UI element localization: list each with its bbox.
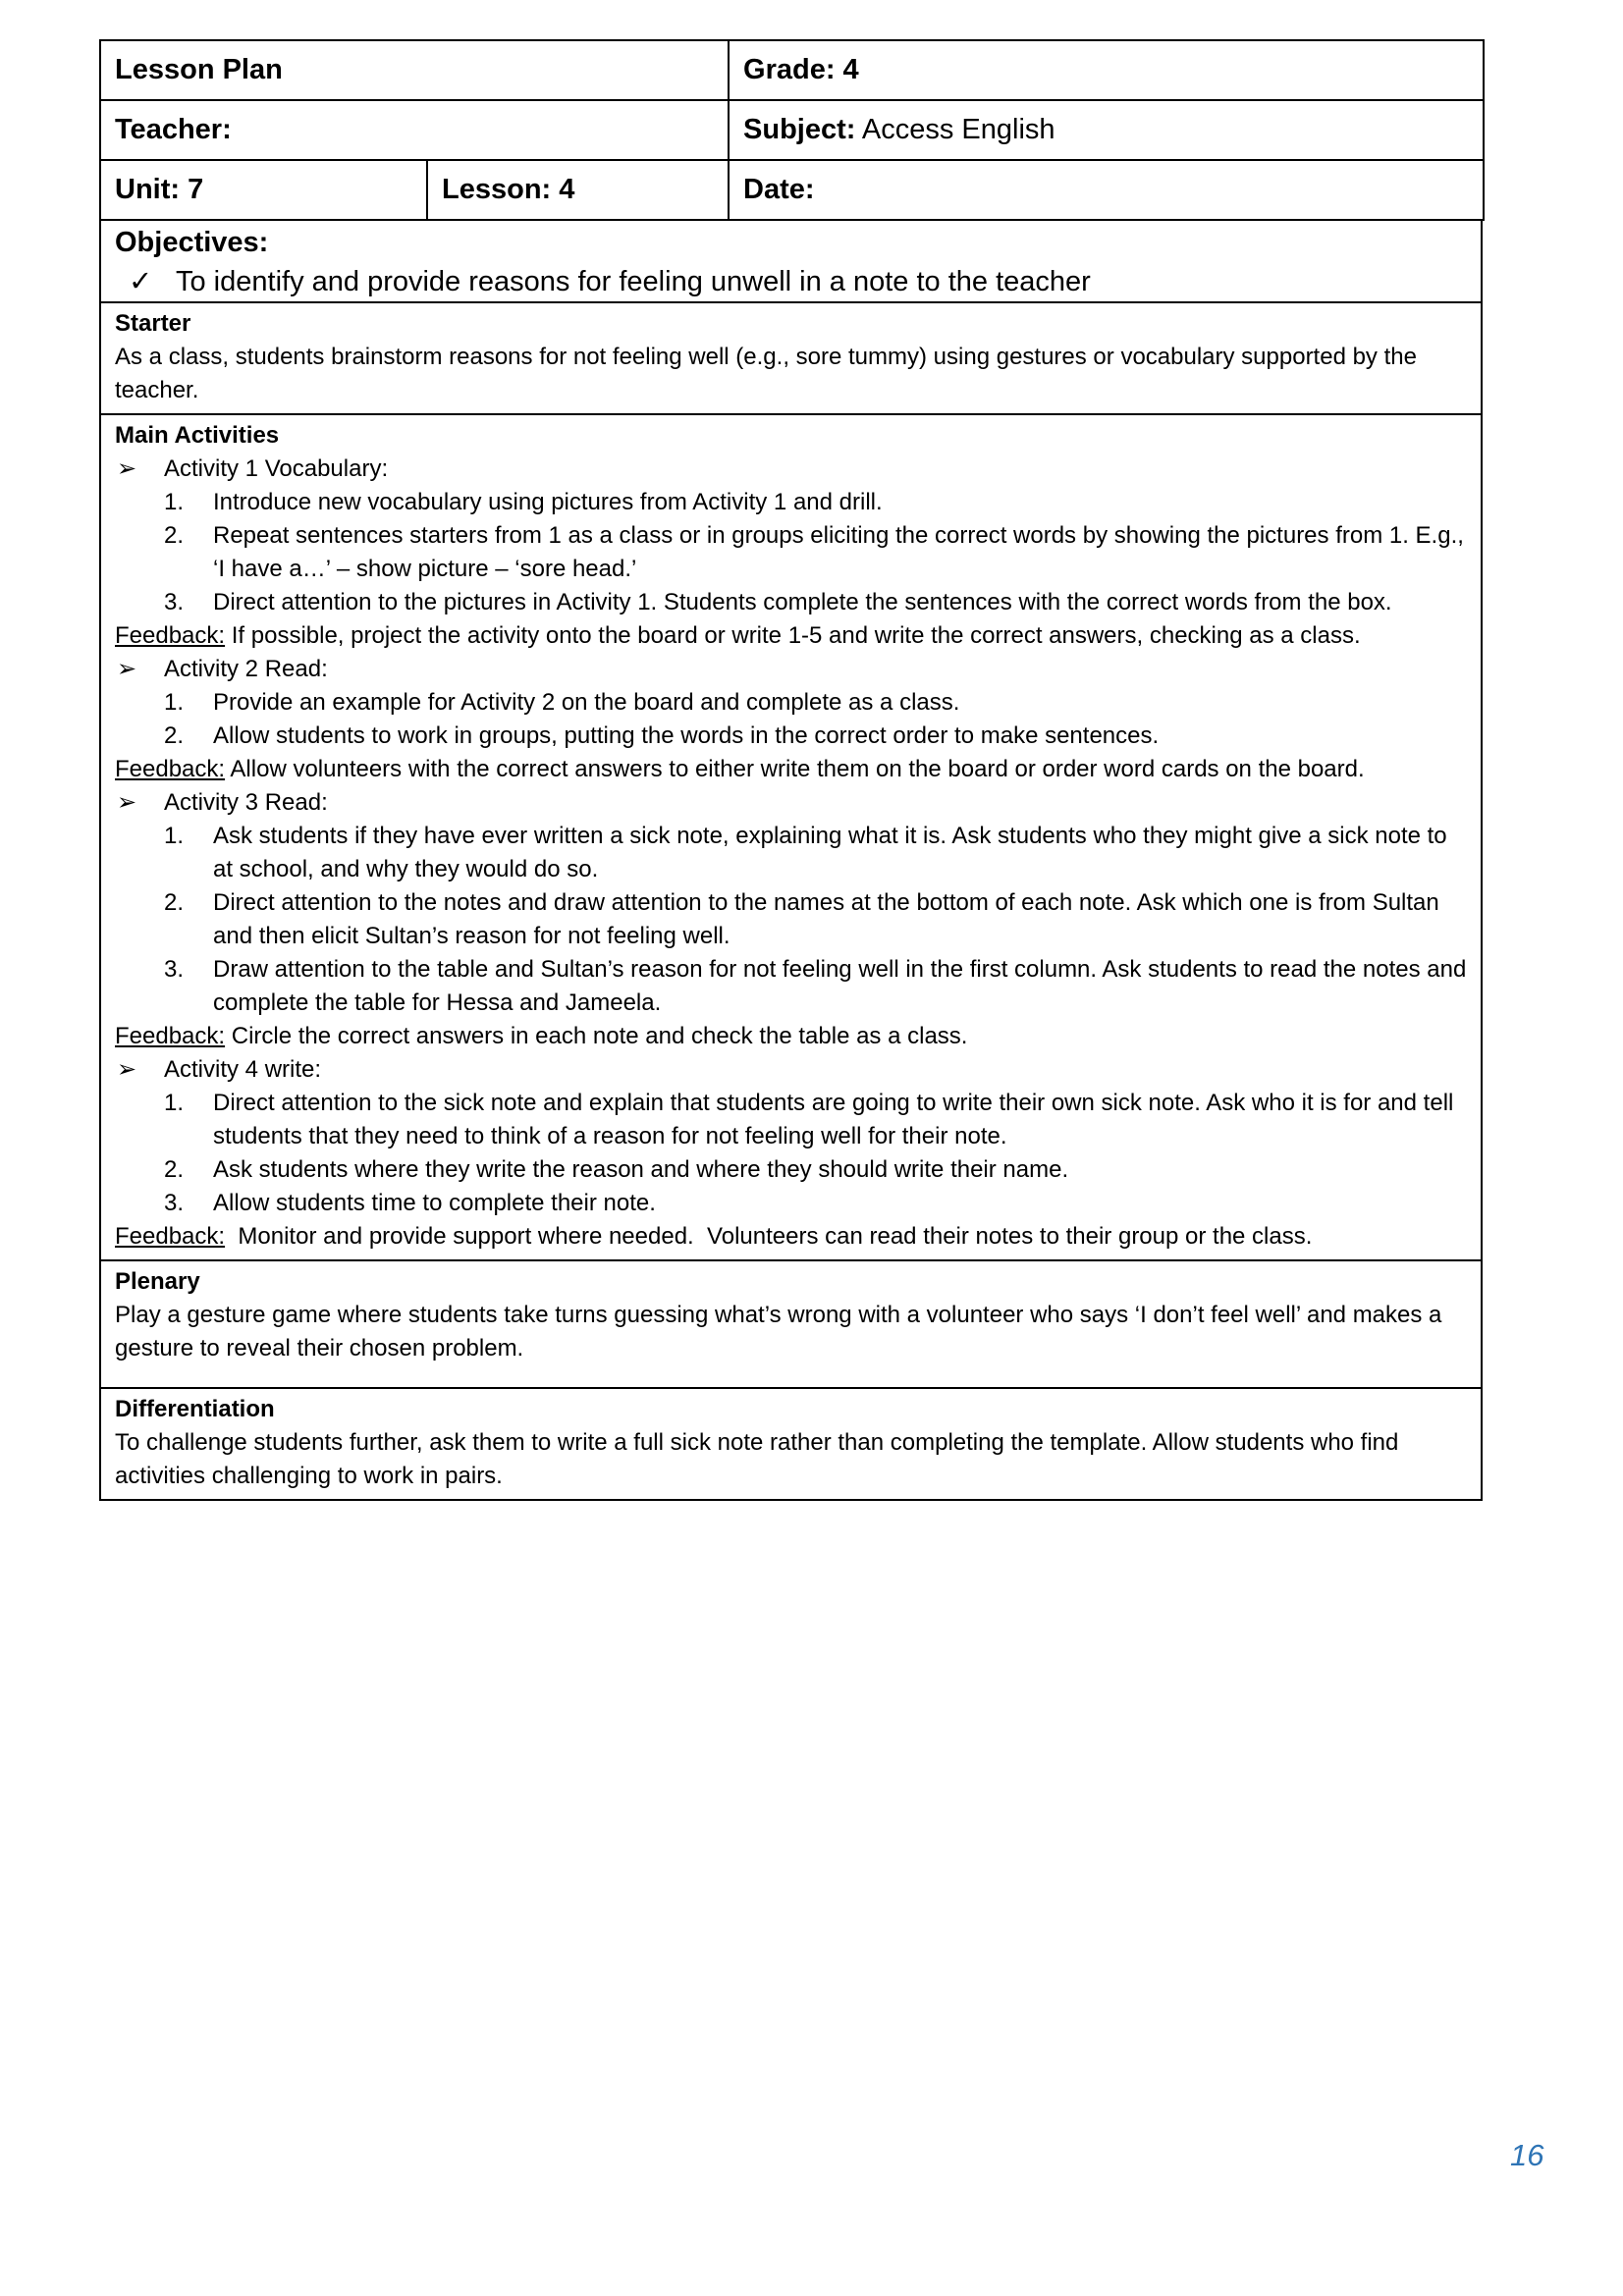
- step-text: Direct attention to the notes and draw attention to the names at the bottom of each note. Ask which one is from Sultan and then elicit Sultan’s reason for not feeling well.: [213, 889, 1439, 949]
- activity-title: Activity 1 Vocabulary:: [164, 455, 389, 482]
- objective-item: [115, 262, 1467, 301]
- activity-1-feedback: [115, 619, 1467, 653]
- feedback-text: Circle the correct answers in each note and check the table as a class.: [225, 1023, 968, 1049]
- step-number: 1.: [164, 689, 185, 716]
- subject-value: Access English: [855, 114, 1055, 145]
- activity-2-feedback: [115, 753, 1467, 786]
- lesson-field: Lesson: 4: [427, 160, 729, 220]
- main-activities-section: [99, 415, 1483, 1261]
- step-text: Direct attention to the pictures in Activity 1. Students complete the sentences with the correct words from the box.: [213, 589, 1392, 615]
- step-number: 2.: [164, 522, 185, 549]
- activity-3-feedback: [115, 1020, 1467, 1053]
- plenary-text: Play a gesture game where students take turns guessing what’s wrong with a volunteer who says ‘I don’t feel well’ and makes a gesture to reveal their chosen problem.: [115, 1302, 1442, 1362]
- activity-title: Activity 4 write:: [164, 1056, 322, 1083]
- lesson-plan-title: Lesson Plan: [100, 40, 729, 100]
- activity-step: [115, 720, 1467, 753]
- feedback-text: Allow volunteers with the correct answers to either write them on the board or order word cards on the board.: [225, 756, 1365, 782]
- activity-title: Activity 2 Read:: [164, 656, 328, 682]
- objectives-title: Objectives:: [115, 227, 269, 258]
- page-number: 16: [1510, 2138, 1544, 2172]
- step-number: 2.: [164, 722, 185, 749]
- lesson-plan-document: [99, 39, 1483, 1501]
- feedback-label: Feedback:: [115, 756, 226, 782]
- checkmark-icon: ✓: [129, 266, 153, 297]
- unit-field: Unit: 7: [100, 160, 427, 220]
- grade-field: Grade: 4: [729, 40, 1484, 100]
- feedback-text: Monitor and provide support where needed. Volunteers can read their notes to their group or the class.: [225, 1223, 1313, 1250]
- step-number: 1.: [164, 1090, 185, 1116]
- step-text: Allow students time to complete their note.: [213, 1190, 656, 1216]
- activity-step: [115, 1087, 1467, 1153]
- teacher-field: Teacher:: [100, 100, 729, 160]
- step-text: Introduce new vocabulary using pictures from Activity 1 and drill.: [213, 489, 883, 515]
- date-field: Date:: [729, 160, 1484, 220]
- subject-field: [729, 100, 1484, 160]
- arrow-bullet-icon: ➢: [117, 789, 137, 816]
- step-number: 2.: [164, 889, 185, 916]
- activity-step: [115, 820, 1467, 886]
- differentiation-title: Differentiation: [115, 1396, 275, 1422]
- step-text: Repeat sentences starters from 1 as a class or in groups eliciting the correct words by showing the pictures from 1. E.g., ‘I have a…’ – show picture – ‘sore head.’: [213, 522, 1464, 582]
- feedback-text: If possible, project the activity onto the board or write 1-5 and write the correct answers, checking as a class.: [225, 622, 1361, 649]
- step-number: 1.: [164, 489, 185, 515]
- activity-step: [115, 586, 1467, 619]
- activity-4-heading: [115, 1053, 1467, 1087]
- arrow-bullet-icon: ➢: [117, 656, 137, 682]
- activity-step: [115, 886, 1467, 953]
- plenary-title: Plenary: [115, 1268, 200, 1295]
- arrow-bullet-icon: ➢: [117, 1056, 137, 1083]
- activity-step: [115, 1153, 1467, 1187]
- subject-label: Subject:: [743, 114, 856, 145]
- feedback-label: Feedback:: [115, 622, 226, 649]
- lesson-plan-header-table: [99, 39, 1485, 221]
- starter-text: As a class, students brainstorm reasons for not feeling well (e.g., sore tummy) using gestures or vocabulary supported by the teacher.: [115, 344, 1417, 403]
- activity-4-feedback: [115, 1220, 1467, 1254]
- starter-section: [99, 303, 1483, 415]
- main-activities-title: Main Activities: [115, 422, 280, 449]
- activity-1-heading: [115, 453, 1467, 486]
- step-number: 3.: [164, 589, 185, 615]
- activity-step: [115, 686, 1467, 720]
- differentiation-section: [99, 1389, 1483, 1501]
- arrow-bullet-icon: ➢: [117, 455, 137, 482]
- activity-2-heading: [115, 653, 1467, 686]
- activity-step: [115, 519, 1467, 586]
- step-number: 1.: [164, 823, 185, 849]
- objective-text: To identify and provide reasons for feeling unwell in a note to the teacher: [176, 266, 1091, 297]
- activity-step: [115, 953, 1467, 1020]
- step-number: 3.: [164, 956, 185, 983]
- step-text: Provide an example for Activity 2 on the board and complete as a class.: [213, 689, 960, 716]
- feedback-label: Feedback:: [115, 1023, 226, 1049]
- activity-title: Activity 3 Read:: [164, 789, 328, 816]
- step-text: Allow students to work in groups, putting the words in the correct order to make sentences.: [213, 722, 1160, 749]
- differentiation-text: To challenge students further, ask them to write a full sick note rather than completing the template. Allow students who find activities challenging to work in pairs.: [115, 1429, 1399, 1489]
- objectives-section: [99, 221, 1483, 303]
- step-text: Ask students where they write the reason and where they should write their name.: [213, 1156, 1069, 1183]
- activity-step: [115, 486, 1467, 519]
- starter-title: Starter: [115, 310, 191, 337]
- step-text: Ask students if they have ever written a sick note, explaining what it is. Ask students who they might give a sick note to at school, and why they would do so.: [213, 823, 1447, 882]
- step-number: 2.: [164, 1156, 185, 1183]
- plenary-section: [99, 1261, 1483, 1389]
- step-number: 3.: [164, 1190, 185, 1216]
- activity-step: [115, 1187, 1467, 1220]
- feedback-label: Feedback:: [115, 1223, 226, 1250]
- step-text: Direct attention to the sick note and explain that students are going to write their own sick note. Ask who it is for and tell students that they need to think of a reason for not feeling well for their note.: [213, 1090, 1454, 1149]
- step-text: Draw attention to the table and Sultan’s reason for not feeling well in the first column. Ask students to read the notes and complete the table for Hessa and Jameela.: [213, 956, 1467, 1016]
- activity-3-heading: [115, 786, 1467, 820]
